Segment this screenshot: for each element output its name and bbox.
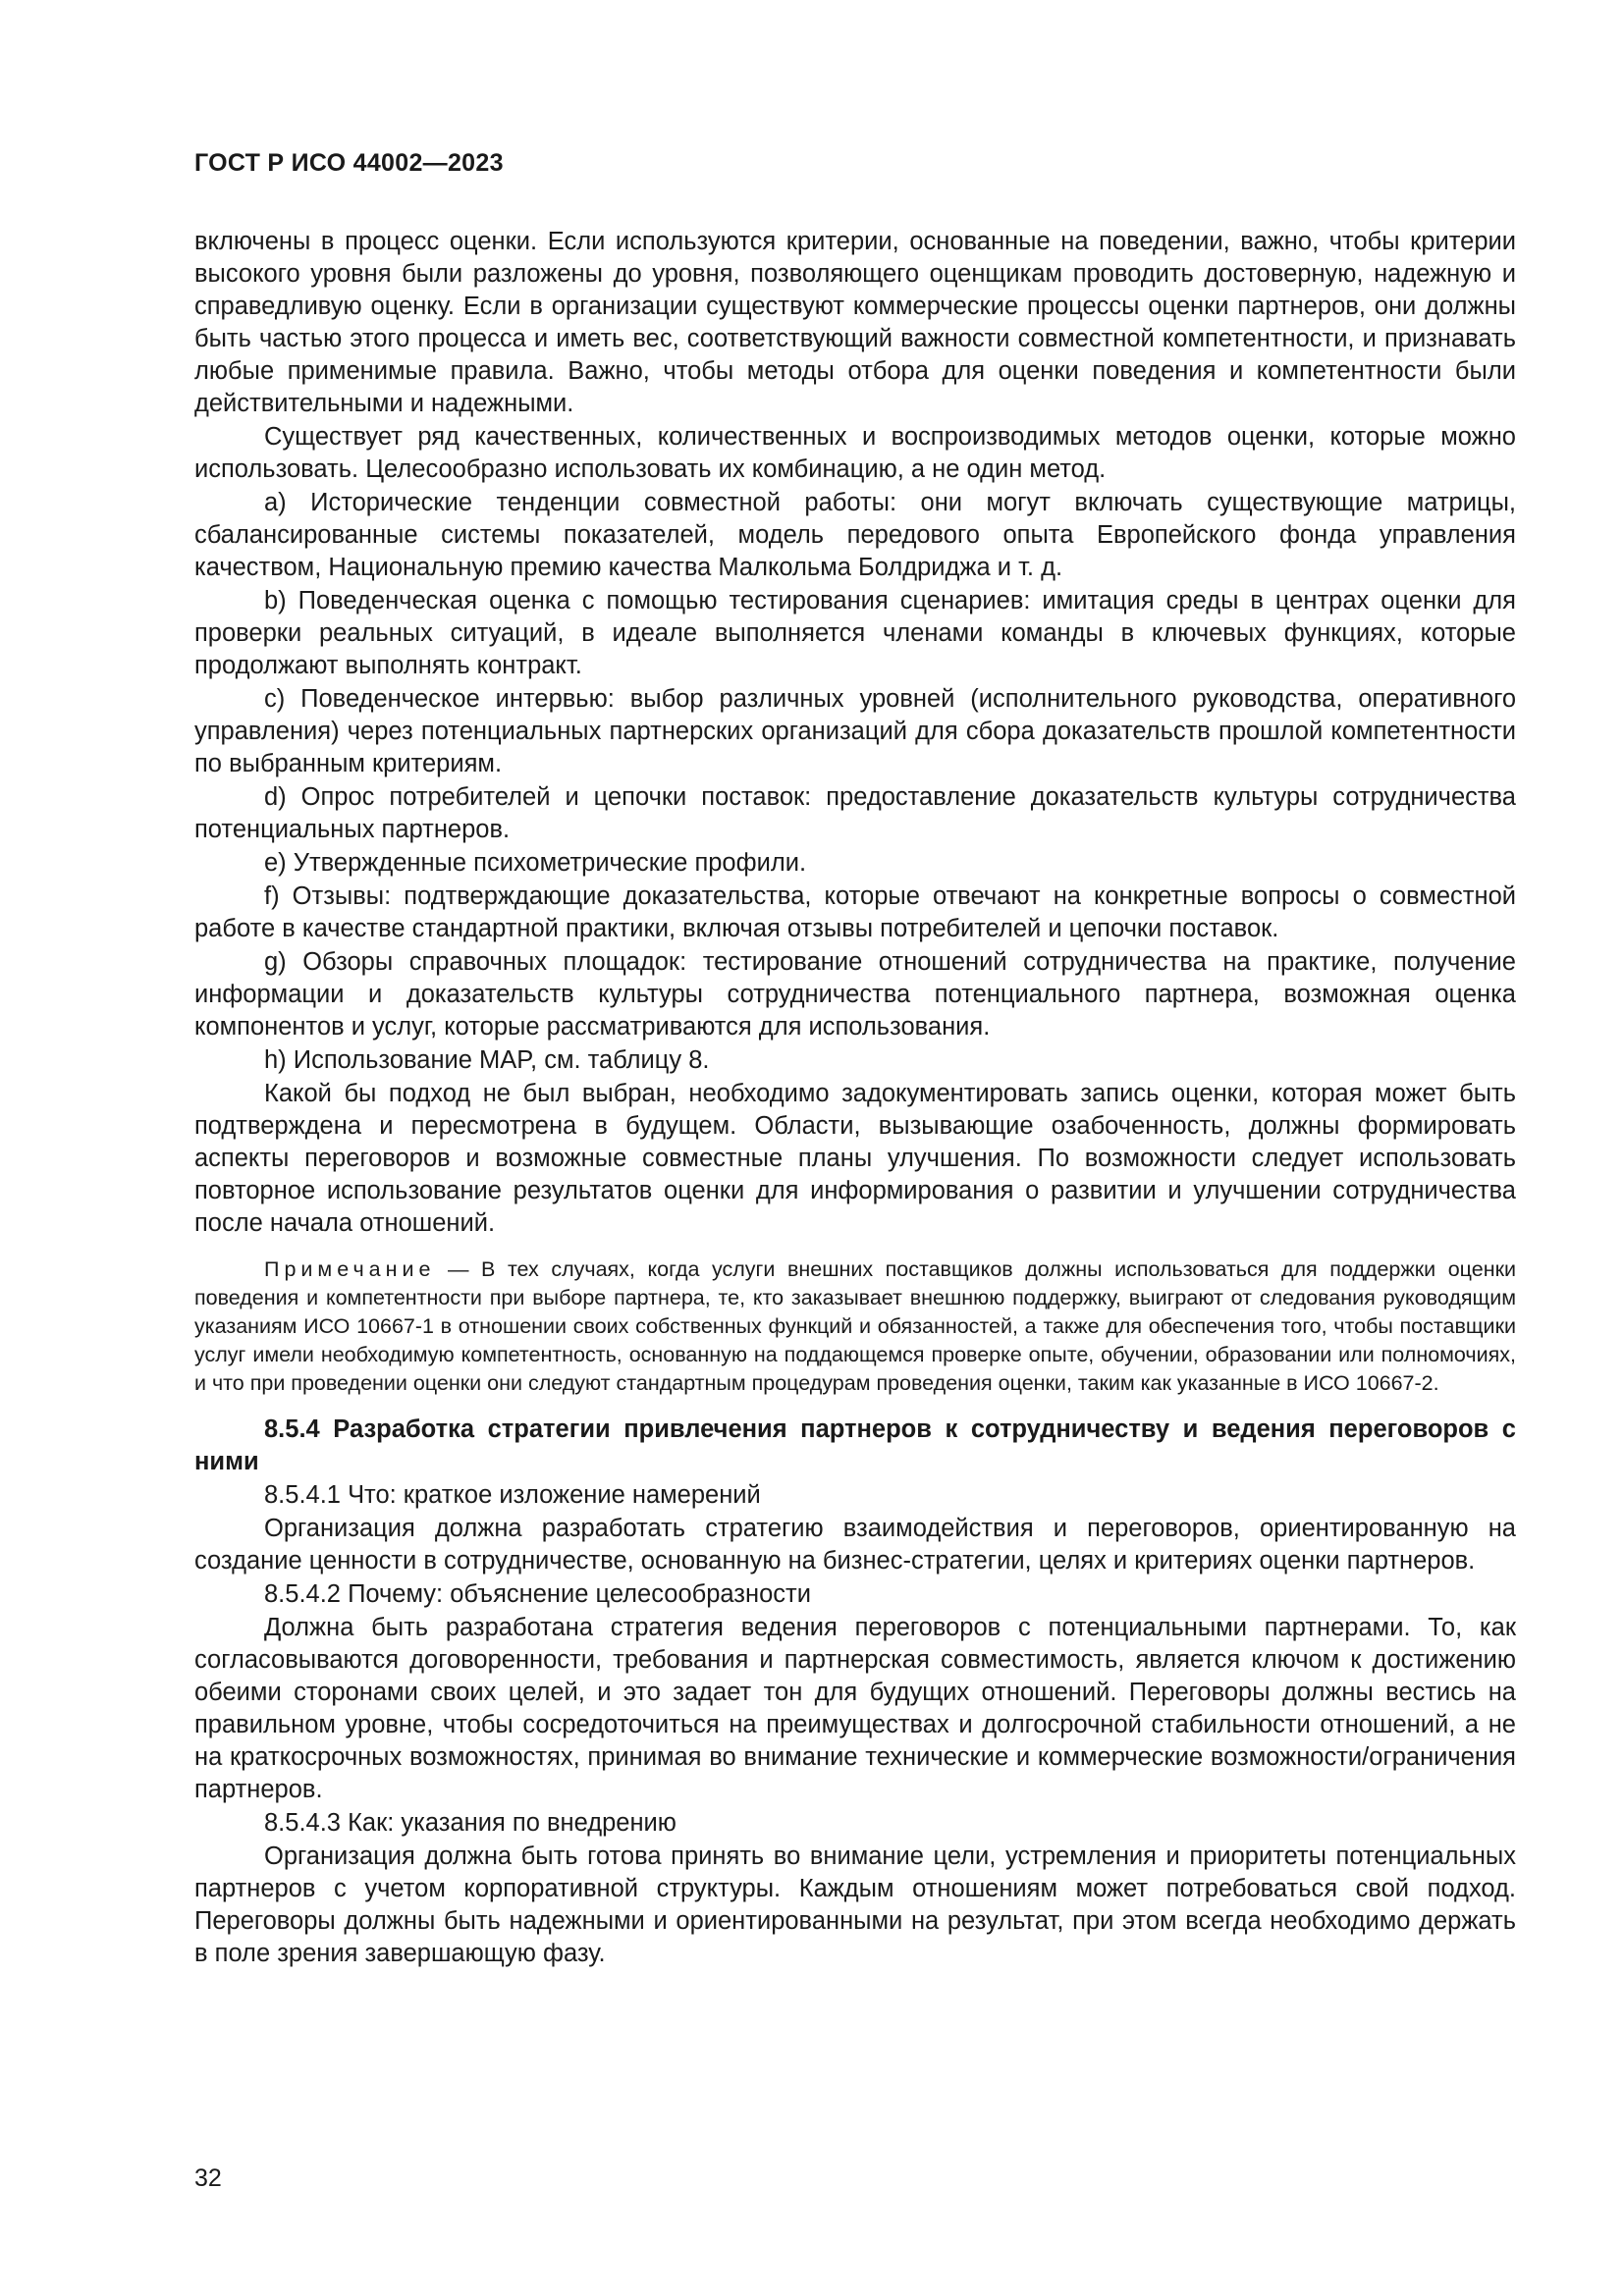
list-item-c: c) Поведенческое интервью: выбор различных уровней (исполнительного руководства, оперативного управления) через потенциальных партнерских организаций для сбора доказательств прошлой компетентности по выбранным критериям. <box>194 685 1516 777</box>
note-label: Примечание <box>264 1257 436 1281</box>
paragraph-continuation: включены в процесс оценки. Если используются критерии, основанные на поведении, важно, чтобы критерии высокого уровня были разложены до уровня, позволяющего оценщикам проводить достоверную, надежную и справедливую оценку. Если в организации существуют коммерческие процессы оценки партнеров, они должны быть частью этого процесса и иметь вес, соответствующий важности совместной компетентности, и признавать любые применимые правила. Важно, чтобы методы отбора для оценки поведения и компетентности были действительными и надежными. <box>194 228 1516 417</box>
subsection-title-what: 8.5.4.1 Что: краткое изложение намерений <box>264 1481 761 1509</box>
subsection-title-why: 8.5.4.2 Почему: объяснение целесообразности <box>264 1580 811 1608</box>
subsection-text-how: Организация должна быть готова принять во внимание цели, устремления и приоритеты потенциальных партнеров с учетом корпоративной структуры. Каждым отношениям может потребоваться свой подход. Переговоры должны быть надежными и ориентированными на результат, при этом всегда необходимо держать в поле зрения завершающую фазу. <box>194 1842 1516 1967</box>
note <box>194 1255 1516 1398</box>
subsection-text-what: Организация должна разработать стратегию взаимодействия и переговоров, ориентированную на создание ценности в сотрудничестве, основанную на бизнес-стратегии, целях и критериях оценки партнеров. <box>194 1515 1516 1575</box>
list-item-d: d) Опрос потребителей и цепочки поставок: предоставление доказательств культуры сотрудничества потенциальных партнеров. <box>194 783 1516 843</box>
list-item-h: h) Использование MAP, см. таблицу 8. <box>264 1046 710 1074</box>
subsection-text-why: Должна быть разработана стратегия ведения переговоров с потенциальными партнерами. То, как согласовываются договоренности, требования и партнерская совместимость, является ключом к достижению обеими сторонами своих целей, и это задает тон для будущих отношений. Переговоры должны вестись на правильном уровне, чтобы сосредоточиться на преимуществах и долгосрочной стабильности отношений, а не на краткосрочных возможностях, принимая во внимание технические и коммерческие возможности/ограничения партнеров. <box>194 1614 1516 1803</box>
list-item-g: g) Обзоры справочных площадок: тестирование отношений сотрудничества на практике, получение информации и доказательств культуры сотрудничества потенциального партнера, возможная оценка компонентов и услуг, которые рассматриваются для использования. <box>194 948 1516 1041</box>
list-item-b: b) Поведенческая оценка с помощью тестирования сценариев: имитация среды в центрах оценки для проверки реальных ситуаций, в идеале выполняется членами команды в ключевых функциях, которые продолжают выполнять контракт. <box>194 587 1516 679</box>
document-header: ГОСТ Р ИСО 44002—2023 <box>194 149 504 177</box>
note-text: — В тех случаях, когда услуги внешних поставщиков должны использоваться для поддержки оценки поведения и компетентности при выборе партнера, те, кто заказывает внешнюю поддержку, выиграют от следования руководящим указаниям ИСО 10667-1 в отношении своих собственных функций и обязанностей, а также для обеспечения того, чтобы поставщики услуг имели необходимую компетентность, основанную на поддающемся проверке опыте, обучении, образовании или полномочиях, и что при проведении оценки они следуют стандартным процедурам проведения оценки, таким как указанные в ИСО 10667-2. <box>194 1257 1516 1395</box>
list-item-a: a) Исторические тенденции совместной работы: они могут включать существующие матрицы, сбалансированные системы показателей, модель передового опыта Европейского фонда управления качеством, Национальную премию качества Малкольма Болдриджа и т. д. <box>194 489 1516 581</box>
document-body <box>194 226 1516 1970</box>
list-item-f: f) Отзывы: подтверждающие доказательства, которые отвечают на конкретные вопросы о совместной работе в качестве стандартной практики, включая отзывы потребителей и цепочки поставок. <box>194 882 1516 942</box>
section-heading: 8.5.4 Разработка стратегии привлечения партнеров к сотрудничеству и ведения переговоров с ними <box>194 1415 1516 1475</box>
subsection-title-how: 8.5.4.3 Как: указания по внедрению <box>264 1809 677 1837</box>
page-number: 32 <box>194 2164 222 2192</box>
list-item-e: e) Утвержденные психометрические профили. <box>264 849 807 877</box>
paragraph-approach: Какой бы подход не был выбран, необходимо задокументировать запись оценки, которая может быть подтверждена и пересмотрена в будущем. Области, вызывающие озабоченность, должны формировать аспекты переговоров и возможные совместные планы улучшения. По возможности следует использовать повторное использование результатов оценки для информирования о развитии и улучшении сотрудничества после начала отношений. <box>194 1080 1516 1237</box>
paragraph-methods-intro: Существует ряд качественных, количественных и воспроизводимых методов оценки, которые можно использовать. Целесообразно использовать их комбинацию, а не один метод. <box>194 423 1516 483</box>
